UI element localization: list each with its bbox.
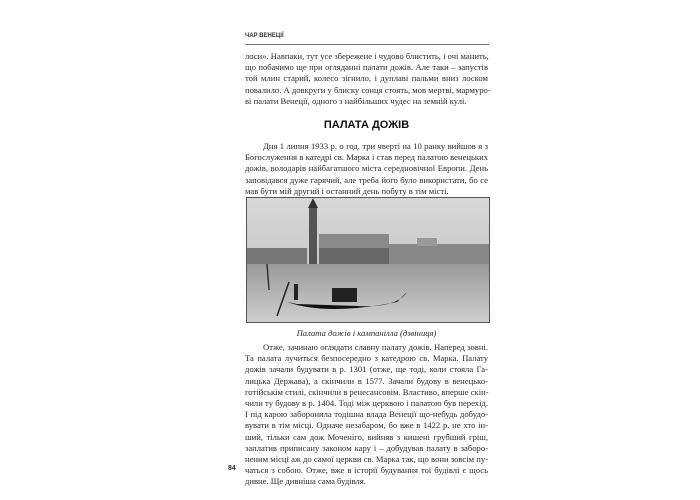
text-line: вувати в тім місці. Одначе незабаром, бо вже в 1422 р. не хто ін- xyxy=(245,420,488,431)
text-line: лоси». Навпаки, тут усе збережене і чудово блистить, і очі манить, xyxy=(245,51,489,61)
paragraph-2 xyxy=(245,141,488,197)
text-line: І під карою заборонила тодішна влада Венеції що-небудь добудо- xyxy=(245,409,488,420)
photo-caption: Палата дожів і кампаніллa (дзвіниця) xyxy=(296,328,437,338)
text-line: Дня 1 липня 1933 р. о год. три чверті на 10 ранку вийшов я з xyxy=(263,141,488,151)
text-line: чили ту будову в р. 1404. Тоді між церквою і палатою був перехід. xyxy=(245,398,488,409)
page-number: 84 xyxy=(228,465,236,472)
text-line: дожів зачали будувати в р. 1301 (отже, ще тоді, коли стояла Га- xyxy=(245,364,488,375)
text-line: заплатив приписану законом кару і – добудував палату в заборо- xyxy=(245,442,488,453)
text-line: Отже, зачинаю оглядати славну палату дожів. Наперед зовні. xyxy=(263,342,488,352)
text-line: готійськім стилі, скінчили в ренесансовім. Властиво, вперше скін- xyxy=(245,386,489,397)
text-line: неним місці аж до самої церкви св. Марка так, що вони зовсім пу- xyxy=(245,454,488,465)
text-line: ві палати Венеції, одного з найбільших чудес на земній кулі. xyxy=(245,95,467,106)
running-header: ЧАР ВЕНЕЦІЇ xyxy=(245,33,284,39)
text-line: Та палата лучиться безпосередно з катедрою св. Марка. Палату xyxy=(245,353,488,364)
text-line: лицька Держава), а скінчили в 1577. Зачали будову в венецько- xyxy=(245,375,488,386)
paragraph-3 xyxy=(245,342,488,488)
text-line: той млин старий, колесо зігнило, і дуплаві пальми вниз лоском xyxy=(245,73,488,84)
text-line: ший, тільки сам дож Моченіго, вийняв з кишені грубший гріш, xyxy=(245,431,488,442)
paragraph-1 xyxy=(245,51,491,107)
text-line: повалило. А довкруги у блиску сонця стоять, мов мертві, мармуро- xyxy=(245,84,491,95)
text-line: заповідався дуже гарячий, але треба його було використати, бо се xyxy=(245,174,488,185)
text-line: мав бути мій другий і останний день побуту в тім місті. xyxy=(245,185,449,196)
text-line: чаться з собою. Отже, вже в історії будування тої будівлі є щось xyxy=(245,465,488,476)
text-line: дивне. Ще дивніша сама будівля. xyxy=(245,476,366,487)
header-rule xyxy=(245,44,489,45)
section-title: ПАЛАТА ДОЖІВ xyxy=(323,119,410,131)
text-line: дожів, володарів найбагатшого міста середновічної Европи. День xyxy=(245,163,488,174)
text-line: Богослуження в катедрі св. Марка і став перед палатою венецьких xyxy=(245,152,488,163)
photo-doges-palace xyxy=(246,197,490,323)
text-line: що побачимо ще при огляданні палати дожів. Але таки – запустів xyxy=(245,62,488,73)
